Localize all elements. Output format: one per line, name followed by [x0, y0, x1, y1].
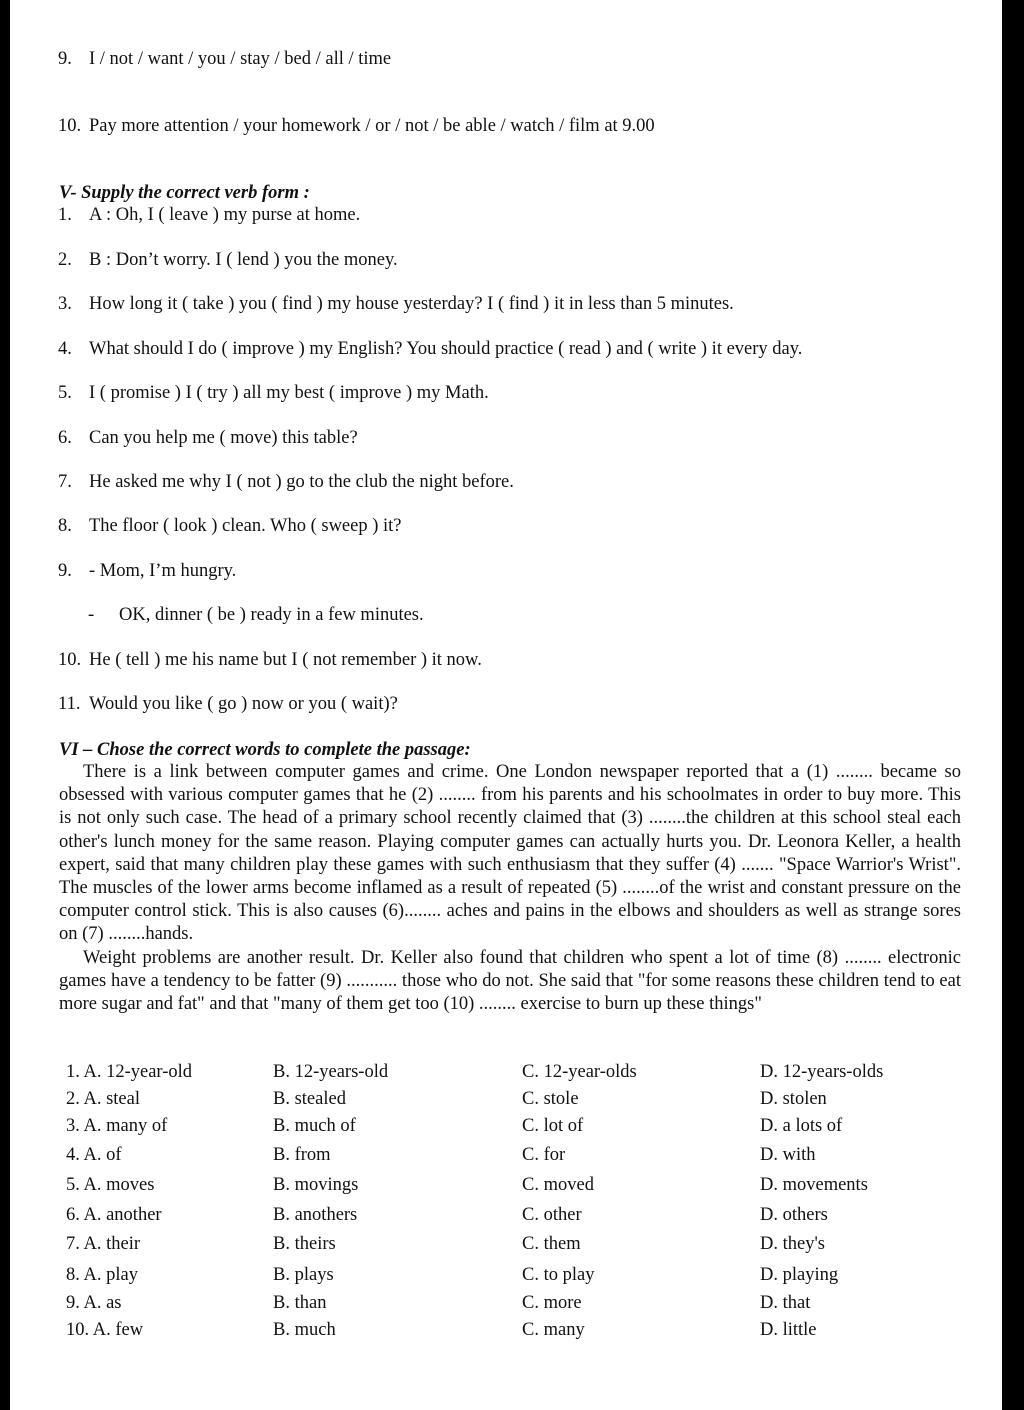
worksheet-page — [10, 0, 1002, 1410]
section-vi-heading: VI – Chose the correct words to complete the passage: — [59, 740, 471, 760]
item-text: I / not / want / you / stay / bed / all / time — [89, 49, 392, 69]
left-page-edge — [0, 0, 10, 1410]
option-b: B. stealed — [273, 1089, 346, 1109]
item-text: Pay more attention / your homework / or / not / be able / watch / film at 9.00 — [89, 116, 655, 136]
option-b: B. much of — [273, 1116, 356, 1136]
item-text: - Mom, I’m hungry. — [89, 561, 237, 581]
option-b: B. anothers — [273, 1205, 358, 1225]
option-row — [66, 1089, 946, 1113]
option-d: D. a lots of — [760, 1116, 843, 1136]
item-text: Would you like ( go ) now or you ( wait)? — [89, 694, 398, 714]
option-c: C. more — [522, 1293, 582, 1313]
option-d: D. playing — [760, 1265, 839, 1285]
option-c: C. 12-year-olds — [522, 1062, 637, 1082]
item-number: 8. — [58, 516, 72, 536]
item-text: I ( promise ) I ( try ) all my best ( improve ) my Math. — [89, 383, 489, 403]
option-c: C. them — [522, 1234, 581, 1254]
item-number: 5. — [58, 383, 72, 403]
item-text: The floor ( look ) clean. Who ( sweep ) it? — [89, 516, 402, 536]
option-row — [66, 1293, 946, 1317]
option-d: D. little — [760, 1320, 817, 1340]
passage-paragraph: There is a link between computer games and crime. One London newspaper reported that a (1) ........ became so obsessed with various computer games that he (2) ........ from his parents and his schoolmates in order to buy more. This is not only such case. The head of a primary school recently claimed that (3) ........the children at this school steal each other's lunch money for the same reason. Playing computer games can actually hurts you. Dr. Leonora Keller, a health expert, said that many children play these games with such enthusiasm that they suffer (4) ....... "Space Warrior's Wrist". The muscles of the lower arms become inflamed as a result of repeated (5) ........of the wrist and constant pressure on the computer control stick. This is also causes (6)........ aches and pains in the elbows and shoulders as well as strange sores on (7) ........hands. — [59, 762, 961, 945]
option-row — [66, 1062, 946, 1086]
option-a: 10. A. few — [66, 1320, 144, 1340]
reading-passage — [59, 761, 961, 1016]
item-text: B : Don’t worry. I ( lend ) you the money. — [89, 250, 398, 270]
option-b: B. plays — [273, 1265, 334, 1285]
right-page-edge — [1002, 0, 1024, 1410]
item-number: 7. — [58, 472, 72, 492]
item-number: 11. — [58, 694, 81, 714]
item-text: What should I do ( improve ) my English? You should practice ( read ) and ( write ) it every day. — [89, 339, 803, 359]
option-a: 2. A. steal — [66, 1089, 140, 1109]
option-a: 3. A. many of — [66, 1116, 168, 1136]
item-number: 1. — [58, 205, 72, 225]
option-b: B. from — [273, 1145, 331, 1165]
option-row — [66, 1265, 946, 1289]
item-text: Can you help me ( move) this table? — [89, 428, 358, 448]
option-b: B. than — [273, 1293, 327, 1313]
option-row — [66, 1145, 946, 1169]
item-text: A : Oh, I ( leave ) my purse at home. — [89, 205, 361, 225]
option-c: C. many — [522, 1320, 585, 1340]
option-row — [66, 1205, 946, 1229]
option-d: D. that — [760, 1293, 811, 1313]
option-a: 7. A. their — [66, 1234, 140, 1254]
item-text: He ( tell ) me his name but I ( not remember ) it now. — [89, 650, 482, 670]
item-number: 6. — [58, 428, 72, 448]
option-c: C. lot of — [522, 1116, 584, 1136]
item-number: 3. — [58, 294, 72, 314]
item-number: 2. — [58, 250, 72, 270]
option-a: 1. A. 12-year-old — [66, 1062, 193, 1082]
option-d: D. with — [760, 1145, 816, 1165]
item-number: 9. — [58, 49, 72, 69]
option-b: B. 12-years-old — [273, 1062, 389, 1082]
option-row — [66, 1116, 946, 1140]
option-c: C. stole — [522, 1089, 579, 1109]
option-a: 8. A. play — [66, 1265, 138, 1285]
option-row — [66, 1320, 946, 1344]
item-number: 10. — [58, 650, 82, 670]
option-row — [66, 1234, 946, 1258]
item-number: 4. — [58, 339, 72, 359]
option-c: C. moved — [522, 1175, 594, 1195]
option-d: D. others — [760, 1205, 828, 1225]
option-b: B. much — [273, 1320, 336, 1340]
option-a: 4. A. of — [66, 1145, 122, 1165]
dash-bullet: - — [88, 605, 95, 625]
passage-paragraph: Weight problems are another result. Dr. Keller also found that children who spent a lot of time (8) ........ electronic games have a tendency to be fatter (9) ........... those who do not. She said that "for some reasons these children tend to eat more sugar and fat" and that "many of them get too (10) ........ exercise to burn up these things" — [59, 947, 961, 1015]
item-text: He asked me why I ( not ) go to the club the night before. — [89, 472, 514, 492]
option-row — [66, 1175, 946, 1199]
option-d: D. movements — [760, 1175, 868, 1195]
item-number: 9. — [58, 561, 72, 581]
item-text: How long it ( take ) you ( find ) my house yesterday? I ( find ) it in less than 5 minutes. — [89, 294, 734, 314]
option-d: D. 12-years-olds — [760, 1062, 884, 1082]
option-d: D. stolen — [760, 1089, 827, 1109]
option-a: 5. A. moves — [66, 1175, 155, 1195]
option-b: B. theirs — [273, 1234, 336, 1254]
option-a: 6. A. another — [66, 1205, 162, 1225]
option-c: C. other — [522, 1205, 582, 1225]
item-number: 10. — [58, 116, 82, 136]
option-b: B. movings — [273, 1175, 359, 1195]
option-d: D. they's — [760, 1234, 825, 1254]
option-c: C. for — [522, 1145, 566, 1165]
item-text: OK, dinner ( be ) ready in a few minutes. — [119, 605, 424, 625]
option-a: 9. A. as — [66, 1293, 122, 1313]
section-v-heading: V- Supply the correct verb form : — [59, 183, 310, 203]
option-c: C. to play — [522, 1265, 595, 1285]
